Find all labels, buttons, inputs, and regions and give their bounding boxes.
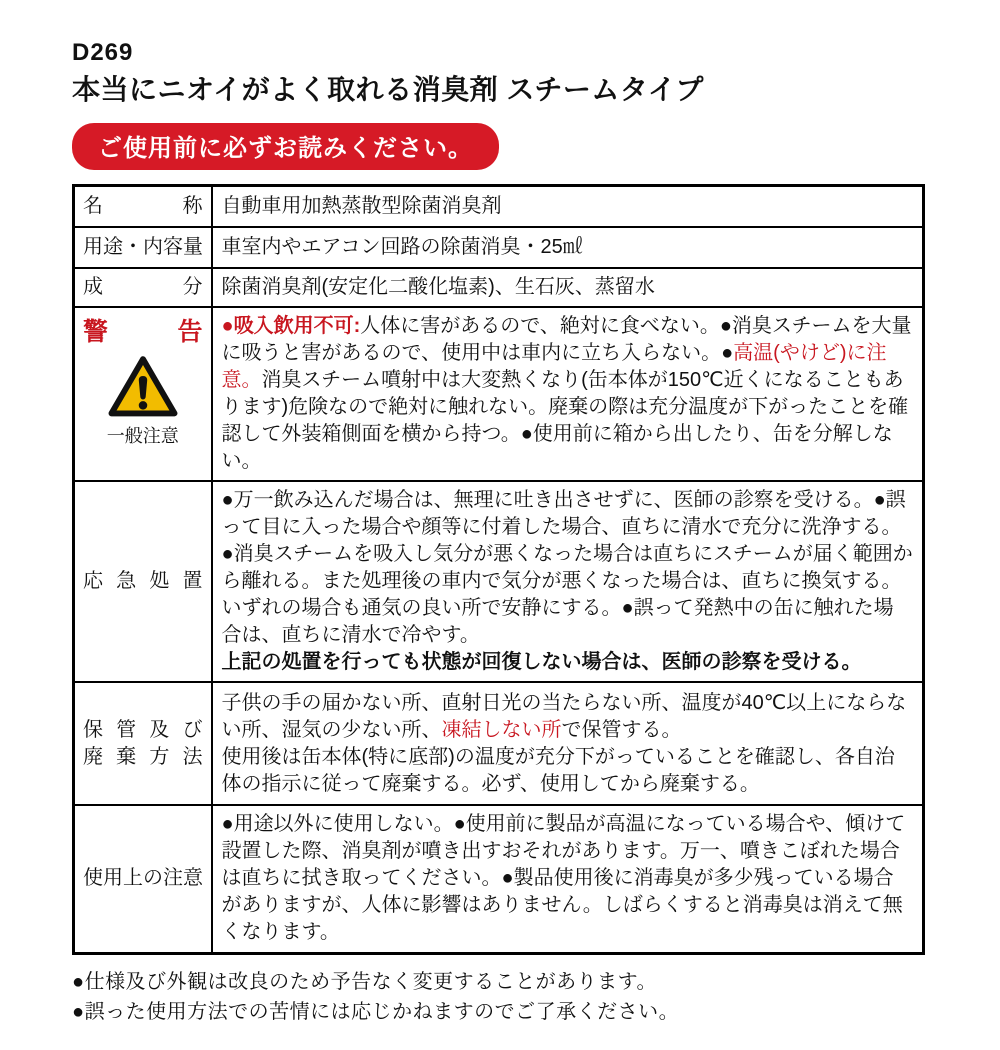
text-segment: ●吸入飲用不可: bbox=[221, 315, 361, 338]
row-content bbox=[212, 185, 924, 227]
text-segment: 除菌消臭剤(安定化二酸化塩素)、生石灰、蒸留水 bbox=[221, 276, 655, 299]
row-label: 名 称 bbox=[74, 185, 212, 227]
text-segment: 自動車用加熱蒸散型除菌消臭剤 bbox=[221, 194, 502, 217]
row-label: 用途・内容量 bbox=[74, 227, 212, 268]
footer-note: ●誤った使用方法での苦情には応じかねますのでご了承ください。 bbox=[72, 1000, 680, 1023]
text-segment: 高温(やけど)に注意。 bbox=[221, 342, 887, 392]
text-segment: 使用後は缶本体(特に底部)の温度が充分下がっていることを確認し、各自治体の指示に従って廃棄する。必ず、使用してから廃棄する。 bbox=[221, 745, 895, 795]
text-segment: 車室内やエアコン回路の除菌消臭・25㎖ bbox=[221, 236, 583, 259]
row-content bbox=[212, 227, 924, 268]
general-caution-icon bbox=[83, 354, 203, 448]
row-content bbox=[212, 805, 924, 953]
footer-note: ●仕様及び外観は改良のため予告なく変更することがあります。 bbox=[72, 970, 657, 993]
table-row-usage-volume bbox=[74, 227, 924, 268]
product-code: D269 bbox=[72, 39, 134, 66]
row-label: 警 告 一般注意 bbox=[74, 307, 212, 481]
text-segment: 子供の手の届かない所、直射日光の当たらない所、温度が40℃以上にならない所、湿気の少ない所、 bbox=[221, 691, 907, 741]
row-content bbox=[212, 481, 924, 682]
caution-caption: 一般注意 bbox=[106, 425, 179, 446]
page-title: 本当にニオイがよく取れる消臭剤 スチームタイプ bbox=[72, 74, 704, 106]
table-row-name bbox=[74, 185, 924, 227]
table-row-precautions bbox=[74, 805, 924, 953]
table-row-warning bbox=[74, 307, 924, 481]
text-segment: 上記の処置を行っても状態が回復しない場合は、医師の診察を受ける。 bbox=[221, 651, 862, 674]
row-label: 保 管 及 び 廃 棄 方 法 bbox=[74, 682, 212, 805]
row-content bbox=[212, 268, 924, 307]
row-content bbox=[212, 307, 924, 481]
row-content bbox=[212, 682, 924, 805]
text-segment: 消臭スチーム噴射中は大変熱くなり(缶本体が150℃近くになることもあります)危険なので絶対に触れない。廃棄の際は充分温度が下がったことを確認して外装箱側面を横から持つ。●使用前に箱から出したり、缶を分解しない。 bbox=[221, 369, 909, 473]
row-label: 使用上の注意 bbox=[74, 805, 212, 953]
read-before-use-banner: ご使用前に必ずお読みください。 bbox=[72, 123, 499, 170]
text-segment: ●万一飲み込んだ場合は、無理に吐き出させずに、医師の診察を受ける。●誤って目に入った場合や顔等に付着した場合、直ちに清水で充分に洗浄する。●消臭スチームを吸入し気分が悪くなった場合は直ちにスチームが届く範囲から離れる。また処理後の車内で気分が悪くなった場合は、直ちに換気する。いずれの場合も通気の良い所で安静にする。●誤って発熱中の缶に触れた場合は、直ちに清水で冷やす。 bbox=[221, 489, 913, 647]
text-segment: 凍結しない所 bbox=[441, 718, 562, 741]
table-row-first-aid bbox=[74, 481, 924, 682]
table-row-storage-disposal bbox=[74, 682, 924, 805]
text-segment: で保管する。 bbox=[561, 718, 682, 741]
footer-notes bbox=[72, 967, 925, 1027]
row-label: 応 急 処 置 bbox=[74, 481, 212, 682]
text-segment: 人体に害があるので、絶対に食べない。●消臭スチームを大量に吸うと害があるので、使用中は車内に立ち入らない。● bbox=[221, 315, 912, 365]
product-info-table bbox=[72, 184, 925, 955]
table-row-ingredients bbox=[74, 268, 924, 307]
text-segment: ●用途以外に使用しない。●使用前に製品が高温になっている場合や、傾けて設置した際、消臭剤が噴き出すおそれがあります。万一、噴きこぼれた場合は直ちに拭き取ってください。●製品使用後に消毒臭が多少残っている場合がありますが、人体に影響はありません。しばらくすると消毒臭は消えて無くなります。 bbox=[221, 813, 906, 944]
row-label: 成 分 bbox=[74, 268, 212, 307]
